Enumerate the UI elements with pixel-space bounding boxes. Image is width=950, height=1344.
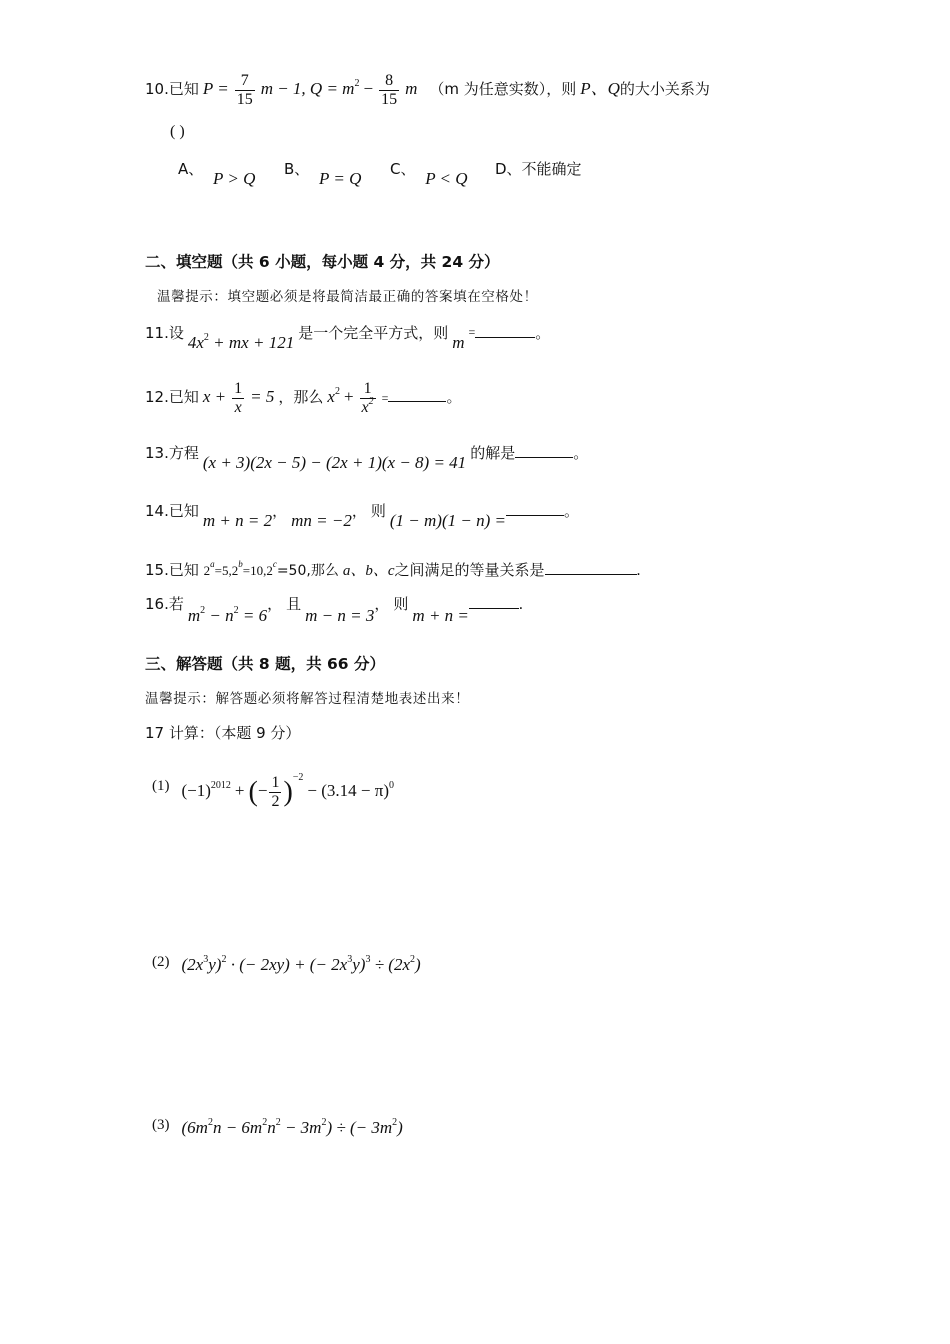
base: 2 xyxy=(203,563,211,578)
question-11: 11.设 $4x^2$ + mx + 121 是一个完全平方式，则 m = 。 xyxy=(145,324,551,352)
exponent: 2 xyxy=(321,1117,327,1128)
frac-denominator: x xyxy=(361,399,369,416)
question-number: 14. xyxy=(145,502,169,520)
question-lead: 已知 xyxy=(168,388,199,407)
part-label: (3) xyxy=(152,1117,170,1133)
question-number: 12. xyxy=(145,388,169,407)
expr-p-rest: m − 1, Q = m xyxy=(260,79,355,99)
answer-blank[interactable] xyxy=(475,323,535,338)
option-d[interactable] xyxy=(495,158,582,179)
exponent-c: c xyxy=(272,559,277,569)
expr: ) xyxy=(397,1118,403,1137)
then-word: 则 xyxy=(370,502,386,520)
expr-m: m xyxy=(405,79,418,99)
minus-sign: − xyxy=(257,781,268,801)
option-expr: P = Q xyxy=(319,169,362,188)
question-lead: 已知 xyxy=(168,502,199,520)
exponent: 2 xyxy=(354,78,360,90)
question-text: 之间满足的等量关系是 xyxy=(394,561,545,579)
frac-numerator: 1 xyxy=(271,774,280,791)
expr: ÷ (2x xyxy=(370,955,410,974)
minus-sign: − xyxy=(363,79,374,99)
answer-blank[interactable] xyxy=(469,594,519,609)
expr-x: x xyxy=(327,387,335,407)
frac-denominator: 2 xyxy=(271,793,280,810)
section-2-title: 二、填空题（共 6 小题，每小题 4 分，共 24 分） xyxy=(145,253,500,271)
option-label: A、 xyxy=(178,160,204,178)
question-text: 的解是 xyxy=(470,444,516,462)
section-3-hint: 温馨提示：解答题必须将解答过程清楚地表述出来！ xyxy=(145,691,470,707)
exponent: 3 xyxy=(347,954,353,965)
fraction-8-15 xyxy=(379,72,399,109)
option-c[interactable] xyxy=(390,158,468,188)
exponent: 2 xyxy=(200,605,206,616)
question-17-part-3 xyxy=(152,1117,403,1140)
frac-numerator: 7 xyxy=(235,72,255,91)
question-number: 13. xyxy=(145,444,169,462)
option-b[interactable] xyxy=(284,158,362,188)
left-paren-large: ( xyxy=(248,776,258,808)
expr: ) xyxy=(415,955,421,974)
expr: − (3.14 − π) xyxy=(307,781,389,801)
expr-part: =5,2 xyxy=(214,563,239,578)
separator: ， xyxy=(272,502,288,520)
question-number: 15. xyxy=(145,561,169,579)
expr: = 6 xyxy=(238,606,268,625)
exponent: 2 xyxy=(334,386,340,398)
expr: − n xyxy=(205,606,234,625)
expr: n − 6m xyxy=(212,1118,263,1137)
exponent: 2 xyxy=(203,332,209,343)
option-label: C、 xyxy=(390,160,416,178)
separator: ， xyxy=(267,595,283,613)
section-3-title: 三、解答题（共 8 题，共 66 分） xyxy=(145,655,385,673)
answer-blank[interactable] xyxy=(515,443,573,458)
question-lead: 设 xyxy=(168,324,184,342)
question-12: 12.已知 x + $\frac{1}{x}$ = 5 ，那么 $x^2$ + $\frac{1}{x^2}$ = 。 xyxy=(145,380,462,416)
question-lead: 已知 xyxy=(168,80,199,99)
expr-m-plus-n: m + n = xyxy=(412,606,469,625)
frac-denominator: 15 xyxy=(236,91,253,108)
part-label: (2) xyxy=(152,954,170,970)
fraction-1-2 xyxy=(269,774,281,811)
question-number: 16. xyxy=(145,595,169,613)
separator: ， xyxy=(374,595,390,613)
question-13: 13.方程 (x + 3)(2x − 5) − (2x + 1)(x − 8) = 41 的解是 。 xyxy=(145,444,589,472)
exponent: 2 xyxy=(233,605,239,616)
question-note: （m 为任意实数），则 xyxy=(429,80,577,99)
section-2-hint: 温馨提示：填空题必须是将最简洁最正确的答案填在空格处！ xyxy=(157,289,538,305)
exponent: 2 xyxy=(207,1117,213,1128)
question-lead: 已知 xyxy=(168,561,204,579)
option-a[interactable] xyxy=(178,158,256,188)
question-text: ，那么 xyxy=(278,388,324,407)
equals-sign: = xyxy=(468,325,476,339)
expr-abc: a、b、c xyxy=(342,563,395,579)
separator: ， xyxy=(351,502,367,520)
expr: n xyxy=(267,1118,276,1137)
frac-numerator: 1 xyxy=(234,380,243,397)
question-10 xyxy=(145,72,710,109)
question-lead: 方程 xyxy=(168,444,199,462)
question-17-part-2 xyxy=(152,954,421,977)
plus-sign: + xyxy=(343,387,354,407)
exponent: 2 xyxy=(410,954,415,965)
exponent: 2 xyxy=(275,1117,281,1128)
exponent: 2012 xyxy=(210,780,231,792)
equals-sign: = xyxy=(381,391,389,406)
exponent: 2 xyxy=(262,1117,268,1128)
expr-product: (1 − m)(1 − n) = xyxy=(389,511,506,530)
exponent: −2 xyxy=(292,772,304,784)
answer-blank[interactable] xyxy=(506,501,564,516)
exponent-a: a xyxy=(210,559,215,569)
expr: − 3m xyxy=(280,1118,322,1137)
exponent: 3 xyxy=(365,954,371,965)
expr-m-minus-n: m − n = 3 xyxy=(305,606,375,625)
and-word: 且 xyxy=(286,595,302,613)
equation: (x + 3)(2x − 5) − (2x + 1)(x − 8) = 41 xyxy=(202,453,467,472)
expr: (2x xyxy=(181,955,204,974)
option-label: D、不能确定 xyxy=(495,160,582,178)
fraction-1-x2: $\frac{1}{x^2}$ xyxy=(361,380,374,416)
question-14: 14.已知 m + n = 2， mn = −2， 则 (1 − m)(1 − n) = 。 xyxy=(145,502,579,530)
answer-paren: ( ) xyxy=(170,123,185,140)
question-lead: 若 xyxy=(168,595,184,613)
expr-m: m xyxy=(452,333,465,352)
option-expr: P < Q xyxy=(425,169,468,188)
expr: y) xyxy=(208,955,222,974)
exponent: 2 xyxy=(392,1117,398,1128)
question-text: 是一个完全平方式，则 xyxy=(298,324,449,342)
expr-m-plus-n: m + n = 2 xyxy=(202,511,273,530)
exponent: 0 xyxy=(389,780,394,792)
expr: ) ÷ (− 3m xyxy=(326,1118,393,1137)
expr: m xyxy=(187,606,201,625)
frac-numerator: 1 xyxy=(360,380,376,399)
part-label: (1) xyxy=(152,778,170,795)
option-label: B、 xyxy=(284,160,310,178)
plus-sign: + xyxy=(234,781,245,801)
expr: (−1) xyxy=(181,781,211,801)
expr-pq: P、Q xyxy=(580,79,620,99)
question-15: 15.已知 $2^a=5,2^b=10,2^c=50$,那么 a、b、c之间满足的等量关系是 . xyxy=(145,559,641,579)
expr: + mx + 121 xyxy=(208,333,295,352)
question-17-title: 17 计算：（本题 9 分） xyxy=(145,724,301,742)
question-17-part-1 xyxy=(152,774,394,811)
expr-part: =10,2 xyxy=(242,563,273,578)
fraction-7-15 xyxy=(235,72,255,109)
exponent: 2 xyxy=(221,954,227,965)
answer-blank[interactable] xyxy=(545,560,637,575)
expr-mn: mn = −2 xyxy=(291,511,352,530)
question-number: 11. xyxy=(145,324,169,342)
frac-numerator: 8 xyxy=(379,72,399,91)
answer-blank[interactable] xyxy=(388,387,446,402)
expr-part: =50,那么 xyxy=(276,563,339,579)
exponent-b: b xyxy=(238,559,243,569)
option-expr: P > Q xyxy=(213,169,256,188)
fraction-1-x xyxy=(232,380,244,417)
then-word: 则 xyxy=(393,595,409,613)
question-tail: 的大小关系为 xyxy=(619,80,710,99)
question-number: 10. xyxy=(145,80,169,99)
expr-x: x + xyxy=(202,387,227,407)
expr-p-lhs: P = xyxy=(202,79,229,99)
expr: 4x xyxy=(187,333,204,352)
right-paren-large: ) xyxy=(283,776,293,808)
frac-denominator: x xyxy=(234,399,242,416)
expr: (6m xyxy=(181,1118,208,1137)
expr: · (− 2xy) + (− 2x xyxy=(226,955,348,974)
expr: y) xyxy=(352,955,366,974)
frac-denominator: 15 xyxy=(381,91,398,108)
expr-eq5: = 5 xyxy=(250,387,275,407)
question-16: 16.若 $m^2 - n^2 = 6$， 且 m − n = 3， 则 m + n =. xyxy=(145,595,523,625)
exponent: 3 xyxy=(203,954,209,965)
